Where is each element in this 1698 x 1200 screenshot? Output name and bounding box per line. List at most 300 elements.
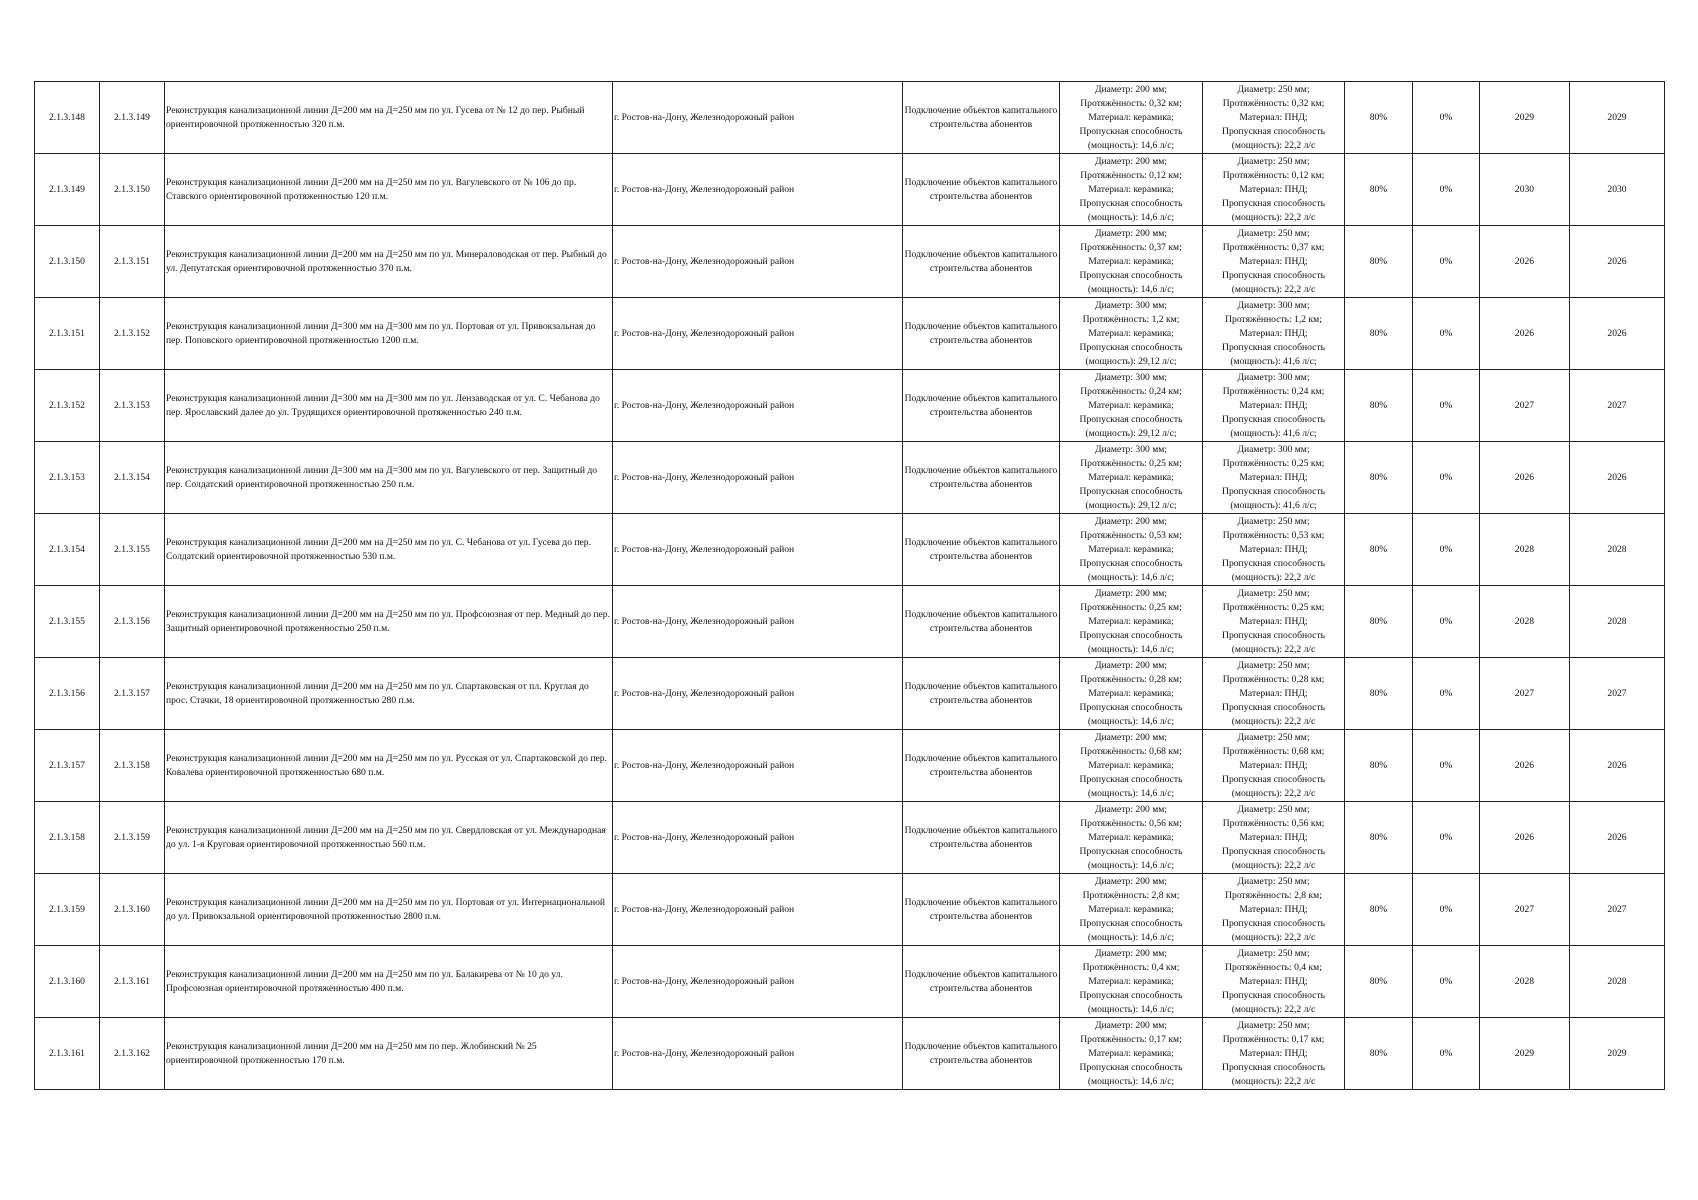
- params-after-text: Диаметр: 250 мм; Протяжённость: 0,32 км; Материал: ПНД; Пропускная способность (мощность): 22,2 л/с: [1222, 83, 1325, 151]
- project-name: [165, 802, 613, 874]
- params-before: [1060, 298, 1203, 370]
- project-purpose: [903, 946, 1060, 1018]
- wear-before-text: 80%: [1369, 903, 1388, 915]
- start-year-text: 2028: [1514, 615, 1535, 627]
- wear-after: [1413, 298, 1480, 370]
- row-code-text: 2.1.3.150: [114, 183, 150, 195]
- project-location-text: г. Ростов-на-Дону, Железнодорожный район: [614, 183, 795, 195]
- row-number: [35, 298, 100, 370]
- start-year: [1480, 82, 1570, 154]
- end-year-text: 2027: [1607, 903, 1627, 915]
- end-year-text: 2026: [1607, 327, 1627, 339]
- wear-after: [1413, 946, 1480, 1018]
- params-after-text: Диаметр: 250 мм; Протяжённость: 0,17 км; Материал: ПНД; Пропускная способность (мощность): 22,2 л/с: [1222, 1019, 1325, 1087]
- wear-before: [1345, 874, 1413, 946]
- row-code: [100, 82, 165, 154]
- wear-before: [1345, 82, 1413, 154]
- start-year-text: 2027: [1514, 903, 1535, 915]
- row-code: [100, 802, 165, 874]
- wear-before: [1345, 802, 1413, 874]
- project-purpose-text: Подключение объектов капитального строительства абонентов: [904, 680, 1058, 706]
- wear-before: [1345, 154, 1413, 226]
- start-year: [1480, 802, 1570, 874]
- wear-after: [1413, 514, 1480, 586]
- params-before: [1060, 370, 1203, 442]
- project-location-text: г. Ростов-на-Дону, Железнодорожный район: [614, 255, 795, 267]
- row-number: [35, 874, 100, 946]
- project-location: [613, 1018, 903, 1090]
- project-location: [613, 226, 903, 298]
- project-name-text: Реконструкция канализационной линии Д=200 мм на Д=250 мм по ул. Русская от ул. Спартаковской до пер. Ковалева ориентировочной протяженностью 680 п.м.: [166, 752, 607, 778]
- wear-before: [1345, 514, 1413, 586]
- wear-after-text: 0%: [1439, 975, 1453, 987]
- row-code-text: 2.1.3.153: [114, 399, 150, 411]
- row-code: [100, 730, 165, 802]
- project-purpose-text: Подключение объектов капитального строительства абонентов: [904, 104, 1058, 130]
- wear-before: [1345, 730, 1413, 802]
- project-name-text: Реконструкция канализационной линии Д=200 мм на Д=250 мм по пер. Жлобинский № 25 ориентировочной протяженностью 170 п.м.: [166, 1040, 537, 1066]
- params-after: [1203, 658, 1345, 730]
- params-after: [1203, 1018, 1345, 1090]
- table-row: [35, 802, 1665, 874]
- project-name: [165, 946, 613, 1018]
- params-before: [1060, 586, 1203, 658]
- project-name-text: Реконструкция канализационной линии Д=300 мм на Д=300 мм по ул. Лензаводская от ул. С. Чебанова до пер. Ярославский далее до ул. Трудящихся ориентировочной протяженностью 240 п.м.: [166, 392, 600, 418]
- row-number-text: 2.1.3.154: [49, 543, 85, 555]
- params-before: [1060, 226, 1203, 298]
- project-name-text: Реконструкция канализационной линии Д=200 мм на Д=250 мм по ул. Профсоюзная от пер. Медный до пер. Защитный ориентировочной протяженностью 250 п.м.: [166, 608, 610, 634]
- start-year-text: 2026: [1514, 255, 1535, 267]
- wear-after: [1413, 730, 1480, 802]
- row-number-text: 2.1.3.155: [49, 615, 85, 627]
- end-year: [1570, 298, 1665, 370]
- row-code-text: 2.1.3.162: [114, 1047, 150, 1059]
- project-location-text: г. Ростов-на-Дону, Железнодорожный район: [614, 975, 795, 987]
- row-code: [100, 442, 165, 514]
- wear-before: [1345, 946, 1413, 1018]
- params-after: [1203, 874, 1345, 946]
- project-name: [165, 1018, 613, 1090]
- projects-table: [34, 81, 1665, 1090]
- end-year: [1570, 370, 1665, 442]
- project-purpose: [903, 874, 1060, 946]
- project-name: [165, 514, 613, 586]
- wear-after: [1413, 442, 1480, 514]
- params-before-text: Диаметр: 300 мм; Протяжённость: 0,25 км; Материал: керамика; Пропускная способность (мощность): 29,12 л/с;: [1079, 443, 1183, 511]
- end-year-text: 2030: [1607, 183, 1627, 195]
- start-year: [1480, 946, 1570, 1018]
- wear-before-text: 80%: [1369, 183, 1388, 195]
- row-code: [100, 226, 165, 298]
- row-number: [35, 802, 100, 874]
- project-name-text: Реконструкция канализационной линии Д=300 мм на Д=300 мм по ул. Вагулевского от пер. Защитный до пер. Солдатский ориентировочной протяженностью 250 п.м.: [166, 464, 598, 490]
- start-year-text: 2026: [1514, 471, 1535, 483]
- project-name: [165, 658, 613, 730]
- wear-before-text: 80%: [1369, 399, 1388, 411]
- params-after-text: Диаметр: 300 мм; Протяжённость: 0,24 км; Материал: ПНД; Пропускная способность (мощность): 41,6 л/с;: [1222, 371, 1325, 439]
- row-number-text: 2.1.3.156: [49, 687, 85, 699]
- start-year-text: 2027: [1514, 687, 1535, 699]
- end-year-text: 2026: [1607, 759, 1627, 771]
- end-year: [1570, 658, 1665, 730]
- wear-after: [1413, 226, 1480, 298]
- table-row: [35, 82, 1665, 154]
- end-year-text: 2026: [1607, 255, 1627, 267]
- start-year-text: 2026: [1514, 831, 1535, 843]
- params-after: [1203, 946, 1345, 1018]
- params-before: [1060, 730, 1203, 802]
- end-year: [1570, 226, 1665, 298]
- project-location-text: г. Ростов-на-Дону, Железнодорожный район: [614, 831, 795, 843]
- project-location: [613, 730, 903, 802]
- project-purpose-text: Подключение объектов капитального строительства абонентов: [904, 464, 1058, 490]
- project-purpose: [903, 658, 1060, 730]
- params-before-text: Диаметр: 200 мм; Протяжённость: 0,53 км; Материал: керамика; Пропускная способность (мощность): 14,6 л/с;: [1079, 515, 1183, 583]
- start-year: [1480, 154, 1570, 226]
- params-after-text: Диаметр: 250 мм; Протяжённость: 0,28 км; Материал: ПНД; Пропускная способность (мощность): 22,2 л/с: [1222, 659, 1325, 727]
- params-after: [1203, 370, 1345, 442]
- row-number-text: 2.1.3.158: [49, 831, 85, 843]
- row-number: [35, 1018, 100, 1090]
- table-row: [35, 514, 1665, 586]
- start-year-text: 2029: [1514, 111, 1535, 123]
- wear-after: [1413, 874, 1480, 946]
- row-number-text: 2.1.3.159: [49, 903, 85, 915]
- params-before: [1060, 874, 1203, 946]
- project-purpose: [903, 802, 1060, 874]
- row-code: [100, 658, 165, 730]
- table-row: [35, 442, 1665, 514]
- end-year: [1570, 154, 1665, 226]
- end-year-text: 2028: [1607, 615, 1627, 627]
- project-name: [165, 298, 613, 370]
- table-row: [35, 226, 1665, 298]
- wear-before-text: 80%: [1369, 615, 1388, 627]
- row-number-text: 2.1.3.150: [49, 255, 85, 267]
- row-number: [35, 442, 100, 514]
- wear-before: [1345, 586, 1413, 658]
- project-name-text: Реконструкция канализационной линии Д=200 мм на Д=250 мм по ул. Балакирева от № 10 до ул. Профсоюзная ориентировочной протяженностью 400 п.м.: [166, 968, 563, 994]
- wear-after-text: 0%: [1439, 1047, 1453, 1059]
- end-year-text: 2029: [1607, 111, 1627, 123]
- project-name: [165, 226, 613, 298]
- row-code-text: 2.1.3.151: [114, 255, 150, 267]
- row-code-text: 2.1.3.160: [114, 903, 150, 915]
- start-year: [1480, 370, 1570, 442]
- row-code-text: 2.1.3.155: [114, 543, 150, 555]
- wear-before: [1345, 298, 1413, 370]
- params-before: [1060, 82, 1203, 154]
- table-row: [35, 298, 1665, 370]
- wear-after-text: 0%: [1439, 615, 1453, 627]
- row-number: [35, 82, 100, 154]
- table-row: [35, 154, 1665, 226]
- wear-after-text: 0%: [1439, 903, 1453, 915]
- params-after: [1203, 226, 1345, 298]
- row-number: [35, 658, 100, 730]
- project-location-text: г. Ростов-на-Дону, Железнодорожный район: [614, 399, 795, 411]
- row-number: [35, 370, 100, 442]
- params-before: [1060, 1018, 1203, 1090]
- project-purpose: [903, 442, 1060, 514]
- params-before-text: Диаметр: 200 мм; Протяжённость: 0,37 км; Материал: керамика; Пропускная способность (мощность): 14,6 л/с;: [1079, 227, 1183, 295]
- wear-before-text: 80%: [1369, 543, 1388, 555]
- wear-after-text: 0%: [1439, 255, 1453, 267]
- row-code: [100, 874, 165, 946]
- params-after-text: Диаметр: 300 мм; Протяжённость: 1,2 км; Материал: ПНД; Пропускная способность (мощность): 41,6 л/с;: [1222, 299, 1325, 367]
- params-before-text: Диаметр: 300 мм; Протяжённость: 0,24 км; Материал: керамика; Пропускная способность (мощность): 29,12 л/с;: [1079, 371, 1183, 439]
- start-year: [1480, 1018, 1570, 1090]
- row-code: [100, 298, 165, 370]
- row-number-text: 2.1.3.151: [49, 327, 85, 339]
- end-year: [1570, 442, 1665, 514]
- row-number-text: 2.1.3.152: [49, 399, 85, 411]
- project-name: [165, 730, 613, 802]
- end-year: [1570, 730, 1665, 802]
- project-purpose-text: Подключение объектов капитального строительства абонентов: [904, 824, 1058, 850]
- params-before-text: Диаметр: 200 мм; Протяжённость: 2,8 км; Материал: керамика; Пропускная способность (мощность): 14,6 л/с;: [1079, 875, 1183, 943]
- end-year-text: 2026: [1607, 471, 1627, 483]
- wear-before: [1345, 658, 1413, 730]
- start-year: [1480, 658, 1570, 730]
- project-purpose: [903, 1018, 1060, 1090]
- params-before-text: Диаметр: 200 мм; Протяжённость: 0,4 км; Материал: керамика; Пропускная способность (мощность): 14,6 л/с;: [1079, 947, 1183, 1015]
- params-before-text: Диаметр: 200 мм; Протяжённость: 0,17 км; Материал: керамика; Пропускная способность (мощность): 14,6 л/с;: [1079, 1019, 1183, 1087]
- start-year: [1480, 730, 1570, 802]
- project-location: [613, 946, 903, 1018]
- params-after: [1203, 514, 1345, 586]
- project-location-text: г. Ростов-на-Дону, Железнодорожный район: [614, 615, 795, 627]
- params-before-text: Диаметр: 200 мм; Протяжённость: 0,28 км; Материал: керамика; Пропускная способность (мощность): 14,6 л/с;: [1079, 659, 1183, 727]
- end-year: [1570, 802, 1665, 874]
- project-name-text: Реконструкция канализационной линии Д=200 мм на Д=250 мм по ул. Портовая от ул. Интернациональной до ул. Привокзальной ориентировочной протяженностью 2800 п.м.: [166, 896, 606, 922]
- project-location-text: г. Ростов-на-Дону, Железнодорожный район: [614, 327, 795, 339]
- project-location: [613, 370, 903, 442]
- wear-after-text: 0%: [1439, 399, 1453, 411]
- end-year: [1570, 874, 1665, 946]
- project-purpose-text: Подключение объектов капитального строительства абонентов: [904, 1040, 1058, 1066]
- wear-after: [1413, 658, 1480, 730]
- params-before: [1060, 802, 1203, 874]
- params-after-text: Диаметр: 250 мм; Протяжённость: 2,8 км; Материал: ПНД; Пропускная способность (мощность): 22,2 л/с: [1222, 875, 1325, 943]
- project-name-text: Реконструкция канализационной линии Д=200 мм на Д=250 мм по ул. Свердловская от ул. Международная до ул. 1-я Круговая ориентировочной протяженностью 560 п.м.: [166, 824, 606, 850]
- params-before: [1060, 514, 1203, 586]
- end-year: [1570, 514, 1665, 586]
- wear-after-text: 0%: [1439, 759, 1453, 771]
- end-year-text: 2027: [1607, 687, 1627, 699]
- row-code-text: 2.1.3.158: [114, 759, 150, 771]
- project-name: [165, 442, 613, 514]
- project-location-text: г. Ростов-на-Дону, Железнодорожный район: [614, 903, 795, 915]
- end-year: [1570, 946, 1665, 1018]
- project-purpose-text: Подключение объектов капитального строительства абонентов: [904, 248, 1058, 274]
- row-code: [100, 1018, 165, 1090]
- end-year-text: 2029: [1607, 1047, 1627, 1059]
- wear-after: [1413, 370, 1480, 442]
- wear-after: [1413, 154, 1480, 226]
- project-purpose-text: Подключение объектов капитального строительства абонентов: [904, 968, 1058, 994]
- start-year: [1480, 226, 1570, 298]
- project-location-text: г. Ростов-на-Дону, Железнодорожный район: [614, 111, 795, 123]
- project-location: [613, 154, 903, 226]
- params-before: [1060, 946, 1203, 1018]
- row-code: [100, 514, 165, 586]
- wear-before: [1345, 226, 1413, 298]
- project-name: [165, 370, 613, 442]
- project-name-text: Реконструкция канализационной линии Д=200 мм на Д=250 мм по ул. С. Чебанова от ул. Гусева до пер. Солдатский ориентировочной протяженностью 530 п.м.: [166, 536, 591, 562]
- params-after-text: Диаметр: 250 мм; Протяжённость: 0,25 км; Материал: ПНД; Пропускная способность (мощность): 22,2 л/с: [1222, 587, 1325, 655]
- row-number: [35, 730, 100, 802]
- project-purpose: [903, 586, 1060, 658]
- project-location-text: г. Ростов-на-Дону, Железнодорожный район: [614, 687, 795, 699]
- end-year: [1570, 1018, 1665, 1090]
- wear-after: [1413, 586, 1480, 658]
- project-location-text: г. Ростов-на-Дону, Железнодорожный район: [614, 471, 795, 483]
- project-location-text: г. Ростов-на-Дону, Железнодорожный район: [614, 543, 795, 555]
- project-location: [613, 298, 903, 370]
- start-year: [1480, 298, 1570, 370]
- project-location: [613, 514, 903, 586]
- end-year-text: 2028: [1607, 975, 1627, 987]
- table-row: [35, 658, 1665, 730]
- end-year-text: 2028: [1607, 543, 1627, 555]
- wear-before-text: 80%: [1369, 759, 1388, 771]
- row-code-text: 2.1.3.152: [114, 327, 150, 339]
- row-number-text: 2.1.3.157: [49, 759, 85, 771]
- project-purpose-text: Подключение объектов капитального строительства абонентов: [904, 896, 1058, 922]
- start-year-text: 2030: [1514, 183, 1535, 195]
- params-after: [1203, 82, 1345, 154]
- wear-after: [1413, 802, 1480, 874]
- params-before: [1060, 442, 1203, 514]
- params-after-text: Диаметр: 250 мм; Протяжённость: 0,12 км; Материал: ПНД; Пропускная способность (мощность): 22,2 л/с: [1222, 155, 1325, 223]
- project-name-text: Реконструкция канализационной линии Д=200 мм на Д=250 мм по ул. Вагулевского от № 106 до пр. Ставского ориентировочной протяженностью 120 п.м.: [166, 176, 577, 202]
- wear-before-text: 80%: [1369, 255, 1388, 267]
- params-before: [1060, 658, 1203, 730]
- wear-after: [1413, 82, 1480, 154]
- wear-before-text: 80%: [1369, 975, 1388, 987]
- project-purpose-text: Подключение объектов капитального строительства абонентов: [904, 752, 1058, 778]
- project-location: [613, 586, 903, 658]
- row-number: [35, 154, 100, 226]
- params-after-text: Диаметр: 300 мм; Протяжённость: 0,25 км; Материал: ПНД; Пропускная способность (мощность): 41,6 л/с;: [1222, 443, 1325, 511]
- project-purpose: [903, 370, 1060, 442]
- row-code-text: 2.1.3.154: [114, 471, 150, 483]
- params-after: [1203, 730, 1345, 802]
- project-purpose-text: Подключение объектов капитального строительства абонентов: [904, 536, 1058, 562]
- project-name: [165, 874, 613, 946]
- row-number-text: 2.1.3.148: [49, 111, 85, 123]
- start-year-text: 2029: [1514, 1047, 1535, 1059]
- params-before-text: Диаметр: 200 мм; Протяжённость: 0,68 км; Материал: керамика; Пропускная способность (мощность): 14,6 л/с;: [1079, 731, 1183, 799]
- wear-before-text: 80%: [1369, 111, 1388, 123]
- project-name-text: Реконструкция канализационной линии Д=200 мм на Д=250 мм по ул. Спартаковская от пл. Круглая до прос. Стачки, 18 ориентировочной протяженностью 280 п.м.: [166, 680, 589, 706]
- table-row: [35, 874, 1665, 946]
- row-number: [35, 946, 100, 1018]
- start-year-text: 2026: [1514, 327, 1535, 339]
- params-after: [1203, 298, 1345, 370]
- end-year-text: 2027: [1607, 399, 1627, 411]
- wear-before: [1345, 370, 1413, 442]
- end-year: [1570, 82, 1665, 154]
- start-year-text: 2027: [1514, 399, 1535, 411]
- table-row: [35, 946, 1665, 1018]
- start-year: [1480, 874, 1570, 946]
- wear-after-text: 0%: [1439, 687, 1453, 699]
- params-before: [1060, 154, 1203, 226]
- start-year: [1480, 514, 1570, 586]
- row-code-text: 2.1.3.161: [114, 975, 150, 987]
- project-purpose: [903, 298, 1060, 370]
- project-purpose: [903, 82, 1060, 154]
- wear-after-text: 0%: [1439, 327, 1453, 339]
- params-after-text: Диаметр: 250 мм; Протяжённость: 0,4 км; Материал: ПНД; Пропускная способность (мощность): 22,2 л/с: [1222, 947, 1325, 1015]
- project-location: [613, 874, 903, 946]
- params-after-text: Диаметр: 250 мм; Протяжённость: 0,68 км; Материал: ПНД; Пропускная способность (мощность): 22,2 л/с: [1222, 731, 1325, 799]
- project-name-text: Реконструкция канализационной линии Д=200 мм на Д=250 мм по ул. Минераловодская от пер. Рыбный до ул. Депутатская ориентировочной протяженностью 370 п.м.: [166, 248, 607, 274]
- project-name: [165, 154, 613, 226]
- params-before-text: Диаметр: 200 мм; Протяжённость: 0,32 км; Материал: керамика; Пропускная способность (мощность): 14,6 л/с;: [1079, 83, 1183, 151]
- row-code: [100, 154, 165, 226]
- row-number: [35, 514, 100, 586]
- end-year-text: 2026: [1607, 831, 1627, 843]
- start-year: [1480, 442, 1570, 514]
- params-after: [1203, 154, 1345, 226]
- wear-after-text: 0%: [1439, 183, 1453, 195]
- row-code-text: 2.1.3.159: [114, 831, 150, 843]
- row-code: [100, 586, 165, 658]
- project-location-text: г. Ростов-на-Дону, Железнодорожный район: [614, 1047, 795, 1059]
- row-code: [100, 946, 165, 1018]
- wear-before-text: 80%: [1369, 687, 1388, 699]
- row-number-text: 2.1.3.160: [49, 975, 85, 987]
- row-code: [100, 370, 165, 442]
- project-purpose-text: Подключение объектов капитального строительства абонентов: [904, 608, 1058, 634]
- wear-before-text: 80%: [1369, 471, 1388, 483]
- project-location-text: г. Ростов-на-Дону, Железнодорожный район: [614, 759, 795, 771]
- wear-after-text: 0%: [1439, 543, 1453, 555]
- params-before-text: Диаметр: 200 мм; Протяжённость: 0,56 км; Материал: керамика; Пропускная способность (мощность): 14,6 л/с;: [1079, 803, 1183, 871]
- project-purpose: [903, 514, 1060, 586]
- project-location: [613, 802, 903, 874]
- row-code-text: 2.1.3.149: [114, 111, 150, 123]
- project-location: [613, 82, 903, 154]
- project-purpose-text: Подключение объектов капитального строительства абонентов: [904, 320, 1058, 346]
- wear-before: [1345, 442, 1413, 514]
- wear-before-text: 80%: [1369, 1047, 1388, 1059]
- project-name: [165, 82, 613, 154]
- params-after-text: Диаметр: 250 мм; Протяжённость: 0,53 км; Материал: ПНД; Пропускная способность (мощность): 22,2 л/с: [1222, 515, 1325, 583]
- project-purpose: [903, 730, 1060, 802]
- table-row: [35, 730, 1665, 802]
- start-year: [1480, 586, 1570, 658]
- wear-after: [1413, 1018, 1480, 1090]
- wear-before-text: 80%: [1369, 327, 1388, 339]
- project-name-text: Реконструкция канализационной линии Д=300 мм на Д=300 мм по ул. Портовая от ул. Привокзальная до пер. Поповского ориентировочной протяженностью 1200 п.м.: [166, 320, 596, 346]
- params-before-text: Диаметр: 200 мм; Протяжённость: 0,12 км; Материал: керамика; Пропускная способность (мощность): 14,6 л/с;: [1079, 155, 1183, 223]
- wear-before: [1345, 1018, 1413, 1090]
- params-after: [1203, 586, 1345, 658]
- params-after-text: Диаметр: 250 мм; Протяжённость: 0,37 км; Материал: ПНД; Пропускная способность (мощность): 22,2 л/с: [1222, 227, 1325, 295]
- params-after: [1203, 442, 1345, 514]
- row-number-text: 2.1.3.161: [49, 1047, 85, 1059]
- params-after-text: Диаметр: 250 мм; Протяжённость: 0,56 км; Материал: ПНД; Пропускная способность (мощность): 22,2 л/с: [1222, 803, 1325, 871]
- start-year-text: 2026: [1514, 759, 1535, 771]
- wear-after-text: 0%: [1439, 111, 1453, 123]
- row-number: [35, 586, 100, 658]
- row-code-text: 2.1.3.157: [114, 687, 150, 699]
- row-number-text: 2.1.3.149: [49, 183, 85, 195]
